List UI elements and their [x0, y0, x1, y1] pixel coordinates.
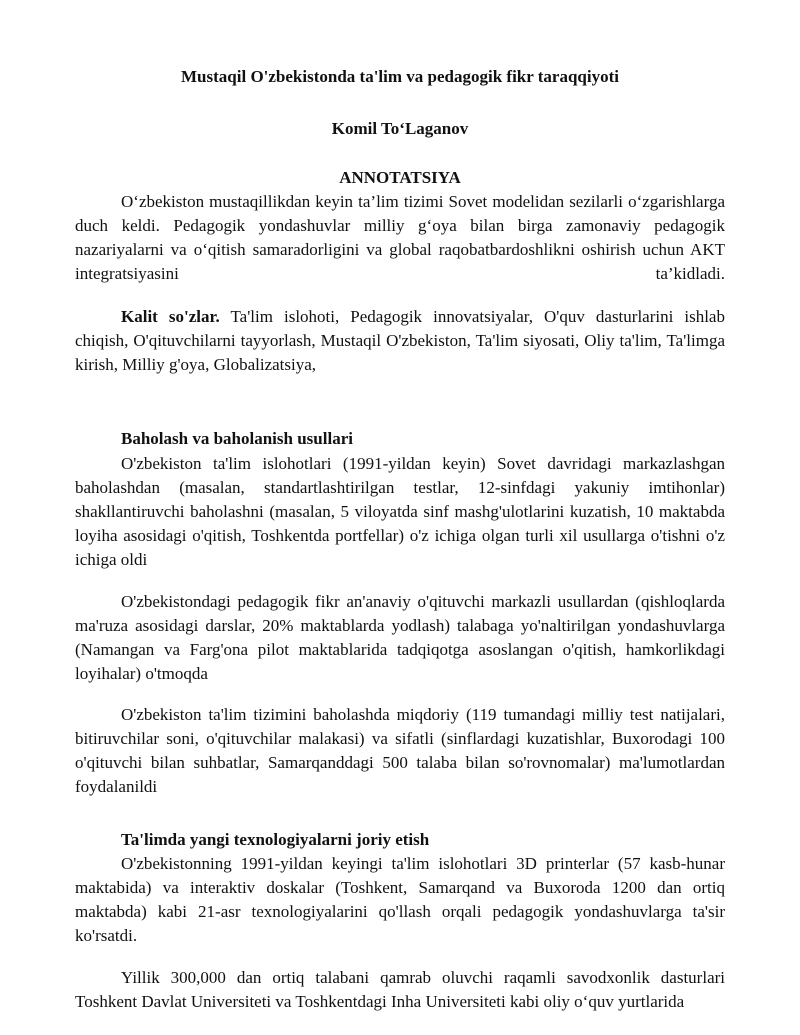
- section-heading-assessment: Baholash va baholanish usullari: [121, 429, 353, 448]
- keywords-label: Kalit so'zlar.: [121, 307, 220, 326]
- keywords-paragraph: [75, 305, 725, 377]
- section1-paragraph: O'zbekistondagi pedagogik fikr an'anaviy o'qituvchi markazli usullardan (qishloqlarda ma'ruza asosidagi darslar, 20% maktablarda yodlash) talabaga yo'naltirilgan yondashuvlarga (Namangan va Farg'ona pilot maktablarida tadqiqotga asoslangan o'qitish, hamkorlikdagi loyihalar) o'tmoqda: [75, 592, 725, 683]
- section2-paragraph: Yillik 300,000 dan ortiq talabani qamrab oluvchi raqamli savodxonlik dasturlari Toshkent Davlat Universiteti va Toshkentdagi Inha Universiteti kabi oliy o‘quv yurtlarida: [75, 968, 725, 1011]
- section2-paragraph: O'zbekistonning 1991-yildan keyingi ta'lim islohotlari 3D printerlar (57 kasb-hunar maktabida) va interaktiv doskalar (Toshkent, Samarqand va Buxoroda 1200 dan ortiq maktabda) kabi 21-asr texnologiyalarini qo'llash orqali pedagogik yondashuvlarga ta'sir ko'rsatdi.: [75, 854, 725, 945]
- annotation-heading: ANNOTATSIYA: [339, 168, 461, 187]
- annotation-paragraph: O‘zbekiston mustaqillikdan keyin ta’lim tizimi Sovet modelidan sezilarli o‘zgarishlarga duch keldi. Pedagogik yondashuvlar milliy g‘oya bilan birga zamonaviy pedagogik nazariyalarni va o‘qitish samaradorligini va global raqobatbardoshlikni oshirish uchun AKT integratsiyasini ta’kidladi.: [75, 192, 725, 283]
- section-heading-technology: Ta'limda yangi texnologiyalarni joriy etish: [121, 830, 430, 849]
- keywords-list: Ta'lim islohoti, Pedagogik innovatsiyalar, O'quv dasturlarini ishlab chiqish, O'qituvchilarni tayyorlash, Mustaqil O'zbekiston, Ta'lim siyosati, Oliy ta'lim, Ta'limga kirish, Milliy g'oya, Globalizatsiya,: [75, 307, 725, 374]
- section1-paragraph: O'zbekiston ta'lim islohotlari (1991-yildan keyin) Sovet davridagi markazlashgan baholashdan (masalan, standartlashtirilgan testlar, 12-sinfdagi yakuniy imtihonlar) shakllantiruvchi baholashni (masalan, 5 viloyatda sinf mashg'ulotlarini kuzatish, 10 maktabda loyiha asosidagi o'qitish, Toshkentda portfellar) o'z ichiga olgan turli xil usullarga o'tishni o'z ichiga oldi: [75, 454, 725, 569]
- section1-paragraph: O'zbekiston ta'lim tizimini baholashda miqdoriy (119 tumandagi milliy test natijalari, bitiruvchilar soni, o'qituvchilar malakasi) va sifatli (sinflardagi kuzatishlar, Buxorodagi 100 o'qituvchi bilan suhbatlar, Samarqanddagi 500 talaba bilan so'rovnomalar) ma'lumotlardan foydalanildi: [75, 705, 725, 796]
- document-author: Komil To‘Laganov: [331, 119, 469, 138]
- document-title: Mustaqil O'zbekistonda ta'lim va pedagogik fikr taraqqiyoti: [181, 67, 619, 86]
